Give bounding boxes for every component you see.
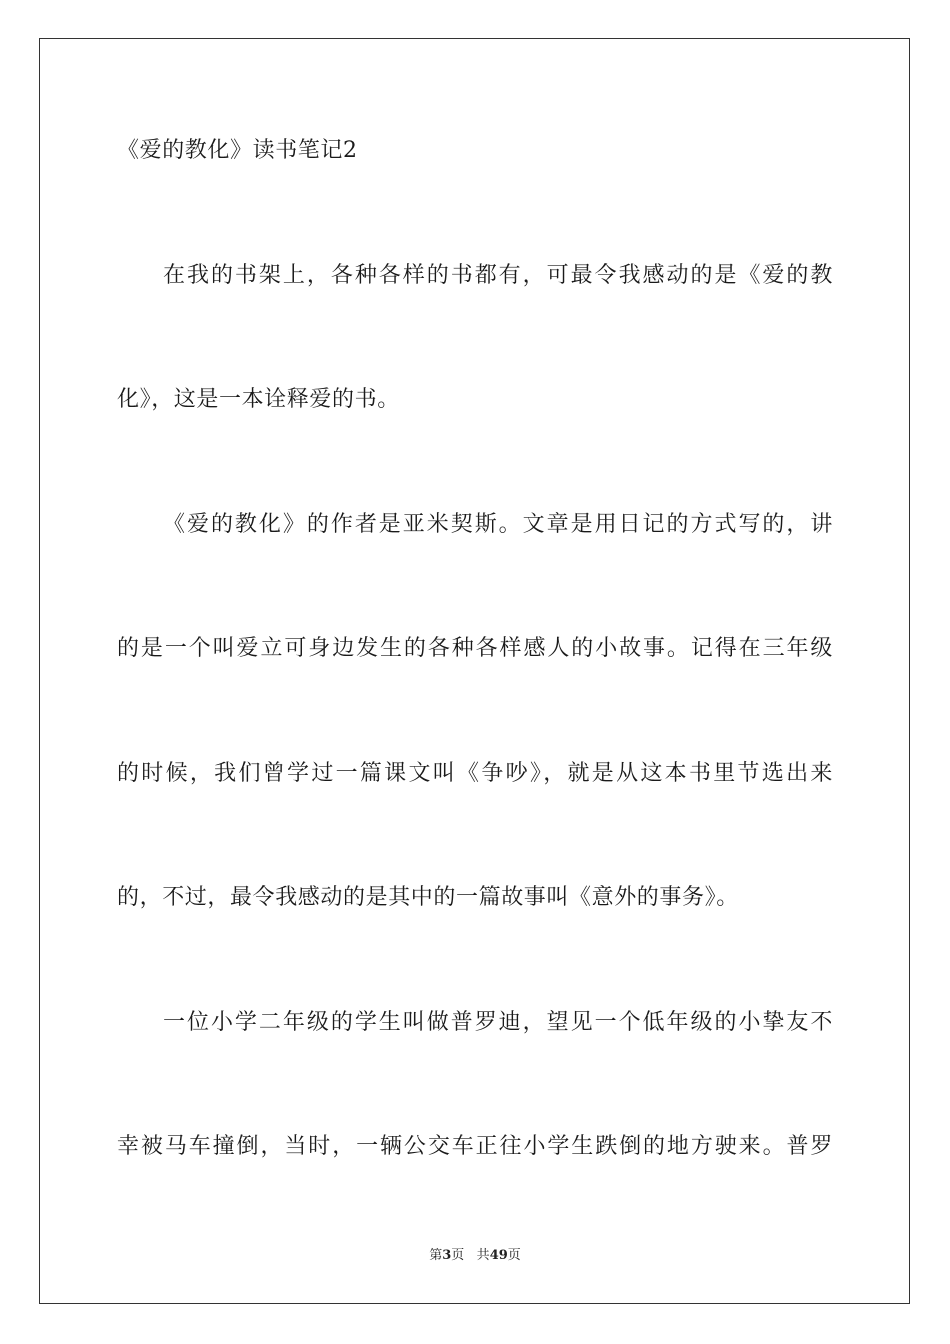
footer-total-suffix: 页 (507, 1248, 521, 1263)
footer-total-prefix: 共 (476, 1248, 490, 1263)
footer-page-number: 3 (442, 1248, 452, 1263)
page-footer (0, 1246, 950, 1266)
paragraph-line-7: 一位小学二年级的学生叫做普罗迪，望见一个低年级的小挚友不 (163, 1010, 833, 1035)
paragraph-line-3: 《爱的教化》的作者是亚米契斯。文章是用日记的方式写的，讲 (163, 512, 833, 537)
document-title: 《爱的教化》读书笔记2 (117, 138, 358, 163)
paragraph-line-6: 的，不过，最令我感动的是其中的一篇故事叫《意外的事务》。 (117, 885, 739, 910)
paragraph-line-5: 的时候，我们曾学过一篇课文叫《争吵》，就是从这本书里节选出来 (117, 761, 833, 786)
footer-page-suffix: 页 (451, 1248, 465, 1263)
paragraph-line-2: 化》，这是一本诠释爱的书。 (117, 387, 400, 412)
page-border (39, 38, 910, 1304)
footer-page-prefix: 第 (429, 1248, 443, 1263)
paragraph-line-8: 幸被马车撞倒，当时，一辆公交车正往小学生跌倒的地方驶来。普罗 (117, 1134, 833, 1159)
paragraph-line-1: 在我的书架上，各种各样的书都有，可最令我感动的是《爱的教 (163, 263, 833, 288)
footer-total-pages: 49 (489, 1248, 508, 1263)
paragraph-line-4: 的是一个叫爱立可身边发生的各种各样感人的小故事。记得在三年级 (117, 636, 833, 661)
